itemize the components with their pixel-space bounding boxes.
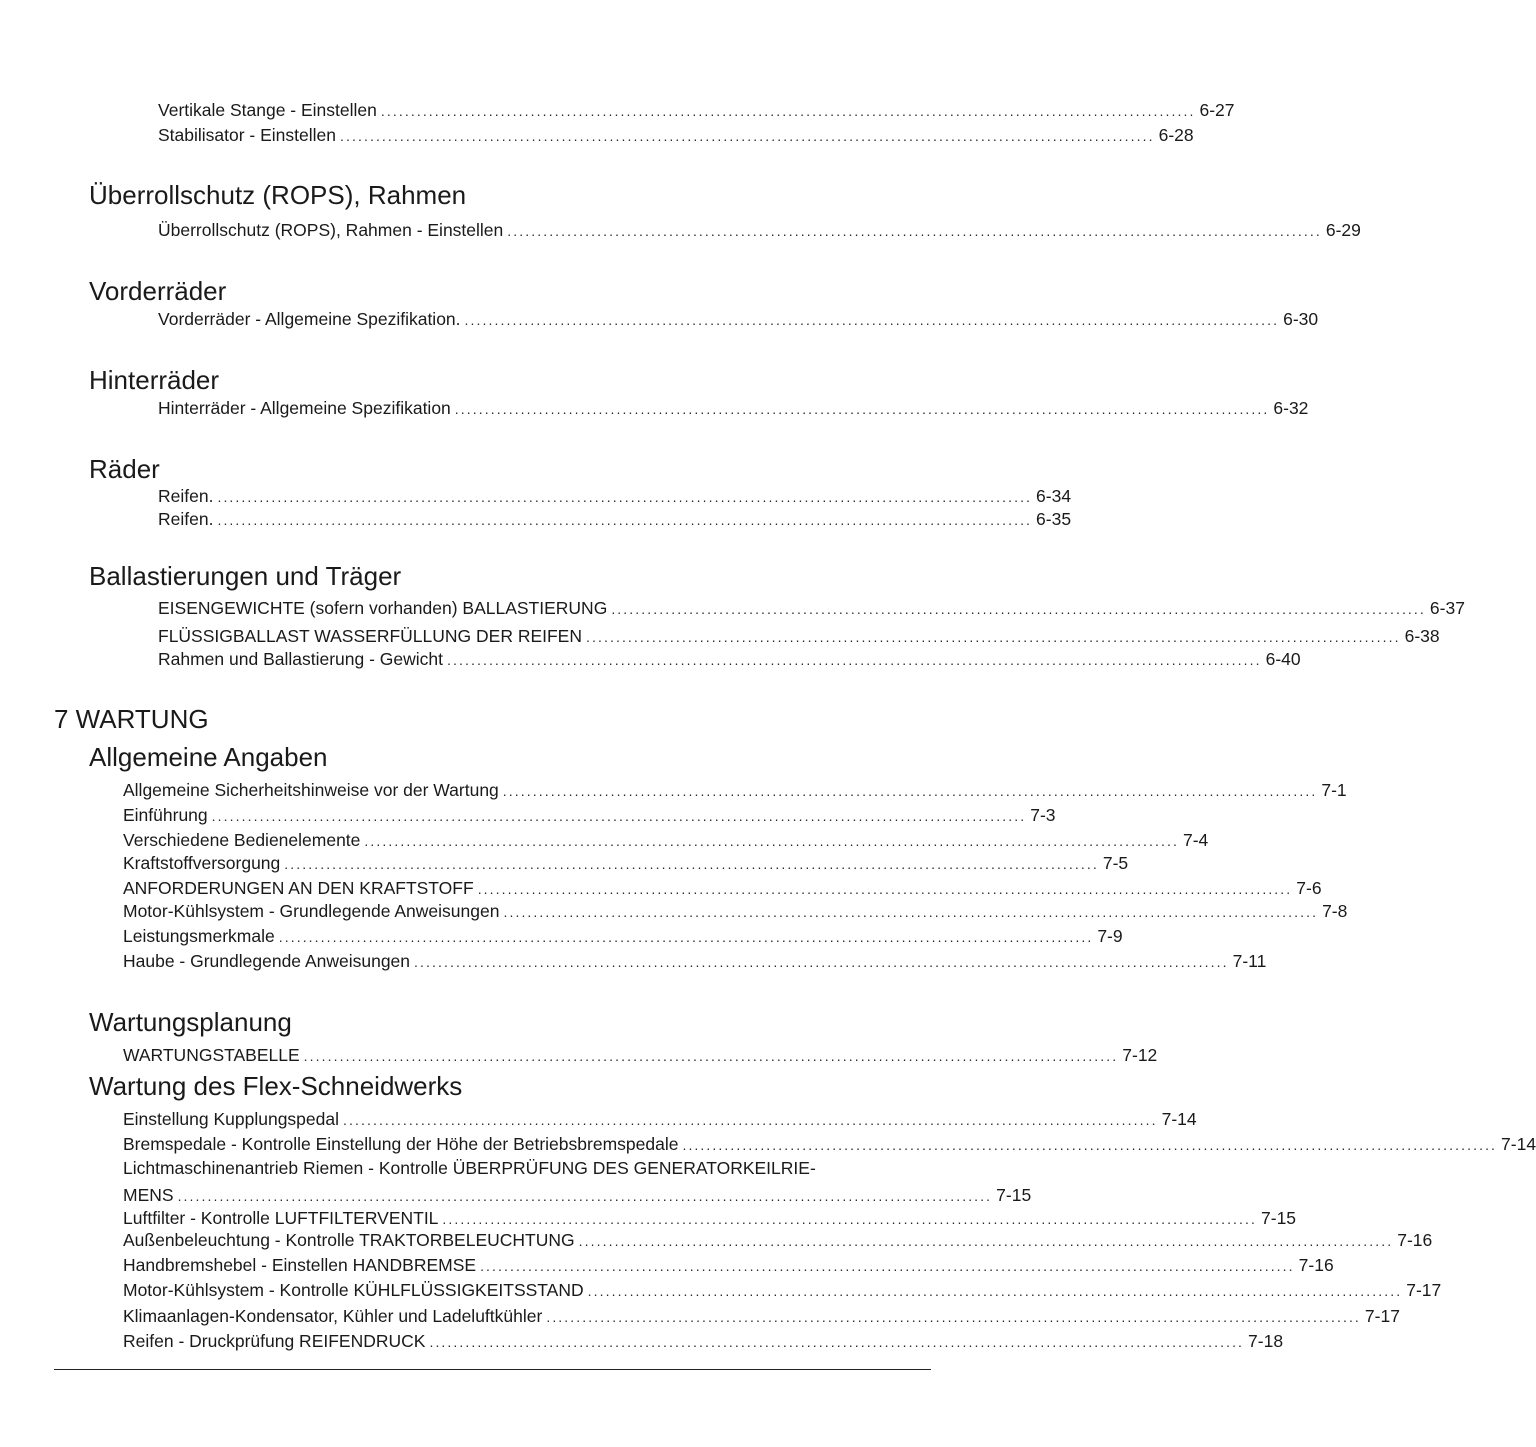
dot-leader: ........................................................................................................................................: [217, 489, 1033, 505]
toc-entry-page: 6-37: [1429, 598, 1465, 618]
section-heading: Räder: [89, 454, 160, 484]
section-heading: Allgemeine Angaben: [89, 742, 328, 772]
toc-entry-page: 7-14: [1501, 1134, 1536, 1154]
toc-entry[interactable]: [123, 1327, 1284, 1351]
dot-leader: ........................................................................................................................................: [303, 1048, 1119, 1064]
toc-entry[interactable]: [123, 1130, 1536, 1154]
toc-entry-label: Kraftstoffversorgung: [123, 853, 281, 873]
dot-leader: ........................................................................................................................................: [682, 1137, 1498, 1153]
toc-entry-page: 7-17: [1406, 1280, 1442, 1300]
toc-entry-label: Handbremshebel - Einstellen HANDBREMSE: [123, 1255, 477, 1275]
toc-entry-page: 7-15: [1261, 1208, 1297, 1228]
toc-entry-page: 6-40: [1265, 649, 1301, 669]
dot-leader: ........................................................................................................................................: [507, 223, 1322, 239]
toc-entry[interactable]: [123, 1251, 1334, 1275]
toc-entry-label: Haube - Grundlegende Anweisungen: [123, 951, 411, 971]
dot-leader: ........................................................................................................................................: [364, 833, 1179, 849]
toc-entry-label: MENS: [123, 1185, 174, 1205]
toc-entry-label: ANFORDERUNGEN AN DEN KRAFTSTOFF: [123, 878, 474, 898]
toc-entry-page: 7-9: [1097, 926, 1123, 946]
toc-entry-page: 6-32: [1273, 398, 1309, 418]
toc-entry-page: 7-16: [1397, 1230, 1433, 1250]
toc-entry-label: Allgemeine Sicherheitshinweise vor der Wartung: [123, 780, 499, 800]
dot-leader: ........................................................................................................................................: [454, 401, 1270, 417]
section-heading: Vorderräder: [89, 276, 227, 306]
toc-entry-label: EISENGEWICHTE (sofern vorhanden) BALLASTIERUNG: [158, 598, 608, 618]
toc-entry-label: Außenbeleuchtung - Kontrolle TRAKTORBELEUCHTUNG: [123, 1230, 575, 1250]
toc-entry[interactable]: [123, 849, 1129, 873]
dot-leader: ........................................................................................................................................: [586, 629, 1401, 645]
dot-leader: ........................................................................................................................................: [480, 1258, 1295, 1274]
toc-entry-label: Luftfilter - Kontrolle LUFTFILTERVENTIL: [123, 1208, 439, 1228]
toc-entry[interactable]: [158, 482, 1072, 506]
toc-entry[interactable]: [123, 1041, 1158, 1065]
toc-entry-page: 6-28: [1158, 125, 1194, 145]
toc-entry-label: Bremspedale - Kontrolle Einstellung der Höhe der Betriebsbremspedale: [123, 1134, 679, 1154]
toc-entry[interactable]: [123, 1204, 1297, 1228]
dot-leader: ........................................................................................................................................: [587, 1283, 1403, 1299]
toc-entry-label: Vorderräder - Allgemeine Spezifikation.: [158, 309, 461, 329]
toc-entry[interactable]: [123, 1181, 1032, 1205]
dot-leader: ........................................................................................................................................: [429, 1334, 1245, 1350]
toc-entry[interactable]: [158, 394, 1309, 418]
toc-entry[interactable]: [158, 622, 1440, 646]
toc-entry-page: 7-3: [1030, 805, 1056, 825]
dot-leader: ........................................................................................................................................: [546, 1309, 1361, 1325]
dot-leader: ........................................................................................................................................: [503, 904, 1319, 920]
toc-entry[interactable]: [123, 897, 1348, 921]
footer-rule: [54, 1369, 931, 1370]
toc-entry-label: Stabilisator - Einstellen: [158, 125, 336, 145]
dot-leader: ........................................................................................................................................: [502, 783, 1318, 799]
section-heading: Hinterräder: [89, 365, 220, 395]
toc-entry-label: Reifen - Druckprüfung REIFENDRUCK: [123, 1331, 426, 1351]
toc-entry-label: Vertikale Stange - Einstellen: [158, 100, 377, 120]
dot-leader: ........................................................................................................................................: [464, 312, 1280, 328]
toc-entry[interactable]: [158, 594, 1465, 618]
toc-entry[interactable]: [158, 305, 1319, 329]
toc-entry[interactable]: [158, 121, 1194, 145]
toc-entry[interactable]: [123, 776, 1347, 800]
toc-entry[interactable]: [123, 1302, 1400, 1326]
dot-leader: ........................................................................................................................................: [340, 128, 1155, 144]
chapter-title: 7 WARTUNG: [54, 704, 209, 734]
dot-leader: ........................................................................................................................................: [343, 1112, 1158, 1128]
toc-entry-page: 7-8: [1322, 901, 1348, 921]
toc-entry-page: 7-14: [1161, 1109, 1197, 1129]
dot-leader: ........................................................................................................................................: [211, 808, 1027, 824]
toc-entry-label-line1[interactable]: Lichtmaschinenantrieb Riemen - Kontrolle ÜBERPRÜFUNG DES GENERATORKEILRIE-: [123, 1158, 816, 1178]
toc-entry-page: 6-30: [1283, 309, 1319, 329]
toc-entry[interactable]: [123, 874, 1322, 898]
dot-leader: ........................................................................................................................................: [611, 601, 1426, 617]
toc-entry-page: 7-1: [1321, 780, 1347, 800]
toc-entry[interactable]: [158, 96, 1235, 120]
toc-entry-label: Motor-Kühlsystem - Grundlegende Anweisungen: [123, 901, 500, 921]
dot-leader: ........................................................................................................................................: [278, 929, 1094, 945]
toc-entry-label: Überrollschutz (ROPS), Rahmen - Einstellen: [158, 220, 504, 240]
toc-entry-label: Motor-Kühlsystem - Kontrolle KÜHLFLÜSSIGKEITSSTAND: [123, 1280, 584, 1300]
section-heading: Wartung des Flex-Schneidwerks: [89, 1071, 463, 1101]
toc-entry-page: 6-27: [1199, 100, 1235, 120]
toc-entry-page: 7-15: [996, 1185, 1032, 1205]
toc-entry-page: 7-17: [1364, 1306, 1400, 1326]
toc-entry-label: FLÜSSIGBALLAST WASSERFÜLLUNG DER REIFEN: [158, 626, 582, 646]
toc-entry-label: Leistungsmerkmale: [123, 926, 275, 946]
toc-entry-page: 7-5: [1102, 853, 1129, 873]
dot-leader: ........................................................................................................................................: [447, 652, 1262, 668]
toc-entry[interactable]: [123, 947, 1267, 971]
toc-entry-label: Klimaanlagen-Kondensator, Kühler und Ladeluftkühler: [123, 1306, 543, 1326]
dot-leader: ........................................................................................................................................: [177, 1188, 993, 1204]
toc-entry[interactable]: [158, 645, 1301, 669]
section-heading: Überrollschutz (ROPS), Rahmen: [89, 180, 467, 210]
toc-entry-label: WARTUNGSTABELLE: [123, 1045, 300, 1065]
toc-entry-label: Hinterräder - Allgemeine Spezifikation: [158, 398, 451, 418]
dot-leader: ........................................................................................................................................: [217, 512, 1033, 528]
toc-entry-page: 6-34: [1036, 486, 1072, 506]
toc-entry-page: 6-38: [1404, 626, 1440, 646]
toc-entry[interactable]: [123, 1226, 1433, 1250]
toc-entry-page: 6-29: [1325, 220, 1361, 240]
section-heading: Ballastierungen und Träger: [89, 561, 402, 591]
toc-entry-page: 7-6: [1296, 878, 1322, 898]
toc-entry-label: Rahmen und Ballastierung - Gewicht: [158, 649, 444, 669]
dot-leader: ........................................................................................................................................: [380, 103, 1196, 119]
toc-entry-page: 7-11: [1232, 951, 1267, 971]
toc-entry-page: 7-18: [1248, 1331, 1284, 1351]
section-heading: Wartungsplanung: [89, 1007, 292, 1037]
toc-entry[interactable]: [158, 216, 1361, 240]
toc-entry-label: Einstellung Kupplungspedal: [123, 1109, 339, 1129]
toc-entry-page: 7-12: [1122, 1045, 1158, 1065]
toc-entry[interactable]: [158, 505, 1072, 529]
toc-entry-label: Verschiedene Bedienelemente: [123, 830, 361, 850]
toc-entry-label: Reifen.: [158, 509, 214, 529]
toc-entry[interactable]: [123, 1276, 1442, 1300]
toc-entry[interactable]: [123, 826, 1209, 850]
toc-entry[interactable]: [123, 801, 1056, 825]
toc-entry-page: 6-35: [1036, 509, 1072, 529]
dot-leader: ........................................................................................................................................: [578, 1233, 1394, 1249]
toc-entry-label: Reifen.: [158, 486, 214, 506]
dot-leader: ........................................................................................................................................: [414, 954, 1229, 970]
dot-leader: ........................................................................................................................................: [477, 881, 1293, 897]
toc-entry[interactable]: [123, 1105, 1197, 1129]
dot-leader: ........................................................................................................................................: [284, 856, 1099, 872]
toc-entry[interactable]: [123, 922, 1123, 946]
dot-leader: ........................................................................................................................................: [442, 1211, 1258, 1227]
toc-entry-page: 7-16: [1298, 1255, 1334, 1275]
toc-entry-page: 7-4: [1183, 830, 1209, 850]
toc-entry-label: Einführung: [123, 805, 208, 825]
